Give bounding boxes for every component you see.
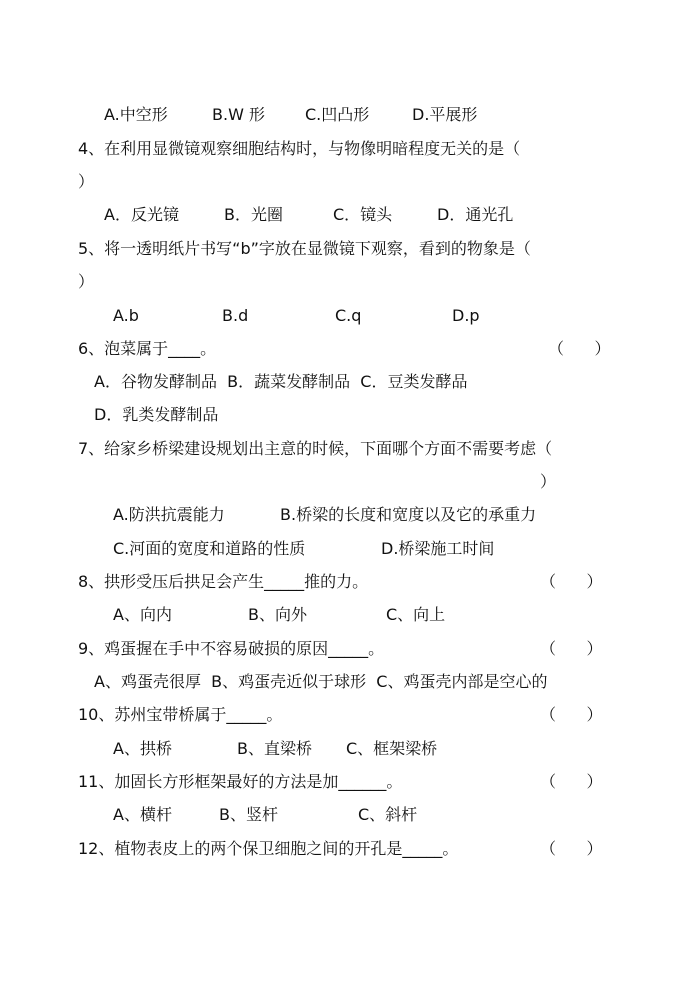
q5-option-a: A.b [113, 306, 139, 325]
q6-options-line1: A．谷物发酵制品 B．蔬菜发酵制品 C．豆类发酵品 [94, 372, 468, 391]
q11-answer-paren: （ ） [540, 772, 603, 791]
q8-option-c: C、向上 [386, 605, 446, 624]
q10-stem: 10、苏州宝带桥属于_____。 [78, 705, 283, 724]
q3-option-b: B.W 形 [212, 105, 265, 124]
q10-answer-paren: （ ） [540, 705, 603, 724]
q3-option-d: D.平展形 [412, 105, 478, 124]
q4-option-d: D．通光孔 [437, 205, 514, 224]
q12-stem: 12、植物表皮上的两个保卫细胞之间的开孔是_____。 [78, 839, 459, 858]
q4-option-a: A．反光镜 [104, 205, 179, 224]
q4-option-c: C．镜头 [333, 205, 393, 224]
q4-stem: 4、在利用显微镜观察细胞结构时，与物像明暗程度无关的是（ [78, 139, 521, 158]
q7-close-paren: ） [540, 472, 557, 491]
q5-option-c: C.q [335, 306, 362, 325]
q4-close-paren: ） [78, 172, 95, 191]
q6-stem: 6、泡菜属于____。 [78, 339, 217, 358]
q10-option-c: C、框架梁桥 [346, 739, 438, 758]
q7-stem: 7、给家乡桥梁建设规划出主意的时候，下面哪个方面不需要考虑（ [78, 439, 553, 458]
q8-option-b: B、向外 [248, 605, 307, 624]
q10-option-a: A、拱桥 [113, 739, 172, 758]
q3-option-a: A.中空形 [104, 105, 168, 124]
q9-options-line: A、鸡蛋壳很厚 B、鸡蛋壳近似于球形 C、鸡蛋壳内部是空心的 [94, 672, 548, 691]
q6-options-line2: D．乳类发酵制品 [94, 405, 219, 424]
q11-option-a: A、横杆 [113, 805, 172, 824]
q5-stem: 5、将一透明纸片书写“b”字放在显微镜下观察，看到的物象是（ [78, 239, 531, 258]
q5-option-d: D.p [452, 306, 480, 325]
q5-option-b: B.d [222, 306, 249, 325]
q6-answer-paren: （ ） [548, 339, 611, 358]
q11-stem: 11、加固长方形框架最好的方法是加______。 [78, 772, 403, 791]
q10-option-b: B、直梁桥 [237, 739, 312, 758]
q7-option-c: C.河面的宽度和道路的性质 [113, 539, 306, 558]
q9-answer-paren: （ ） [540, 639, 603, 658]
q7-option-a: A.防洪抗震能力 [113, 505, 225, 524]
q11-option-b: B、竖杆 [219, 805, 278, 824]
q3-option-c: C.凹凸形 [305, 105, 370, 124]
q11-option-c: C、斜杆 [358, 805, 418, 824]
q7-option-d: D.桥梁施工时间 [381, 539, 495, 558]
q5-close-paren: ） [78, 272, 95, 291]
q9-stem: 9、鸡蛋握在手中不容易破损的原因_____。 [78, 639, 385, 658]
q8-option-a: A、向内 [113, 605, 172, 624]
q7-option-b: B.桥梁的长度和宽度以及它的承重力 [280, 505, 537, 524]
q8-stem: 8、拱形受压后拱足会产生_____推的力。 [78, 572, 369, 591]
q12-answer-paren: （ ） [540, 839, 603, 858]
q8-answer-paren: （ ） [540, 572, 603, 591]
q4-option-b: B．光圈 [224, 205, 283, 224]
